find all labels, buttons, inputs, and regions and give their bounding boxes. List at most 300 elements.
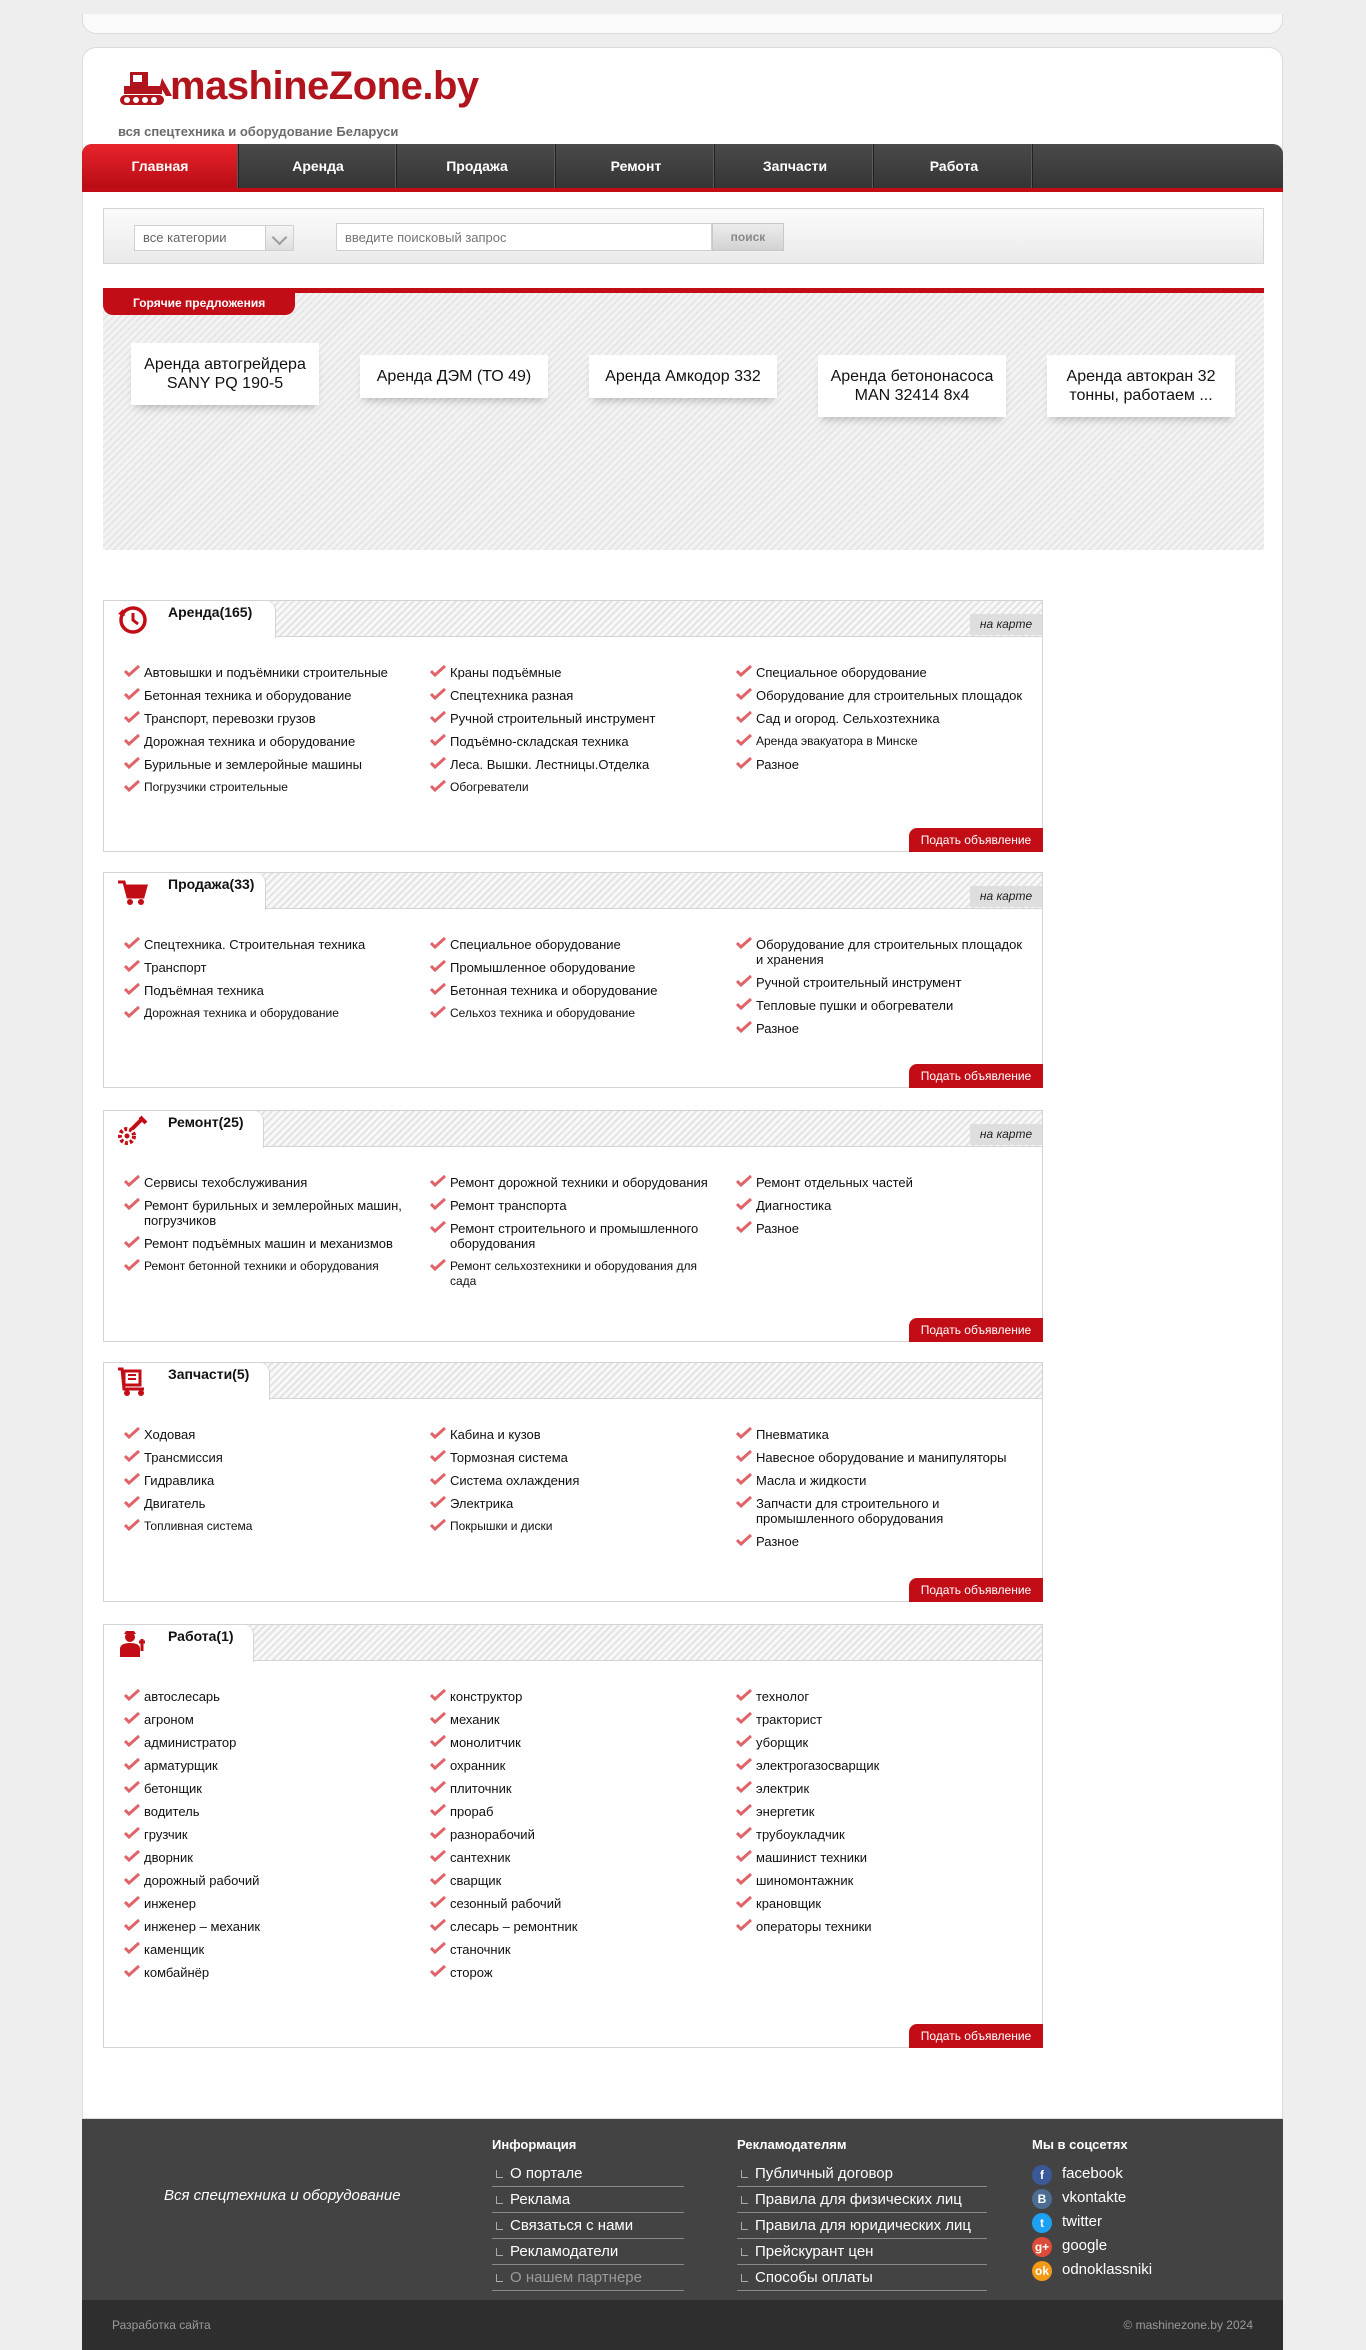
section-column <box>430 1175 720 1297</box>
category-link[interactable] <box>736 1221 1026 1236</box>
chevron-down-icon[interactable] <box>265 226 293 250</box>
footer-link-ads[interactable]: Реклама <box>492 2188 684 2213</box>
section-title: Аренда(165) <box>168 604 253 620</box>
category-link-label: Леса. Вышки. Лестницы.Отделка <box>450 757 650 772</box>
category-link[interactable] <box>124 1496 414 1511</box>
category-link-label: Ремонт бетонной техники и оборудования <box>144 1259 379 1273</box>
category-link-label: Покрышки и диски <box>450 1519 553 1533</box>
category-link[interactable] <box>124 1850 414 1865</box>
category-link-label: инженер <box>144 1896 197 1911</box>
search-bar <box>103 208 1264 264</box>
footer-link-rules-individuals[interactable]: Правила для физических лиц <box>737 2188 987 2213</box>
category-link-label: Краны подъёмные <box>450 665 562 680</box>
category-link-label: Система охлаждения <box>450 1473 580 1488</box>
category-link[interactable] <box>736 1427 1026 1442</box>
category-link[interactable] <box>736 1850 1026 1865</box>
check-icon <box>124 1758 140 1770</box>
section-title: Продажа(33) <box>168 876 255 892</box>
footer-link-rules-companies[interactable]: Правила для юридических лиц <box>737 2214 987 2239</box>
section-column <box>736 1689 1026 1942</box>
category-link[interactable] <box>124 1919 414 1934</box>
category-link[interactable] <box>736 757 1026 772</box>
category-link-label: Промышленное оборудование <box>450 960 636 975</box>
check-icon <box>736 1804 752 1816</box>
check-icon <box>430 1450 446 1462</box>
category-link-label: Ремонт строительного и промышленного оборудования <box>450 1221 699 1251</box>
check-icon <box>736 688 752 700</box>
bulldozer-logo-icon <box>118 66 172 108</box>
category-link[interactable] <box>124 937 414 952</box>
category-link[interactable] <box>430 1873 720 1888</box>
check-icon <box>124 1427 140 1439</box>
category-link[interactable] <box>736 1450 1026 1465</box>
nav-item-rent[interactable]: Аренда <box>240 144 397 188</box>
category-link-label: сантехник <box>450 1850 511 1865</box>
category-link-label: сварщик <box>450 1873 502 1888</box>
category-link[interactable] <box>430 1850 720 1865</box>
map-link[interactable]: на карте <box>970 886 1042 907</box>
category-link-label: Ремонт сельхозтехники и оборудования для сада <box>450 1259 698 1288</box>
nav-item-parts[interactable]: Запчасти <box>717 144 874 188</box>
category-link-label: Бетонная техника и оборудование <box>450 983 658 998</box>
category-link[interactable] <box>124 1259 414 1274</box>
category-link[interactable] <box>124 711 414 726</box>
check-icon <box>124 1006 140 1018</box>
category-link-label: Масла и жидкости <box>756 1473 867 1488</box>
check-icon <box>736 1175 752 1187</box>
check-icon <box>124 1236 140 1248</box>
category-link-label: электрик <box>756 1781 810 1796</box>
footer-link-price-list[interactable]: Прейскурант цен <box>737 2240 987 2265</box>
search-input[interactable] <box>336 223 712 251</box>
category-link[interactable] <box>430 1942 720 1957</box>
category-link[interactable] <box>124 757 414 772</box>
category-link[interactable] <box>124 1175 414 1190</box>
check-icon <box>736 665 752 677</box>
parts-cart-icon <box>116 1367 148 1397</box>
category-link[interactable] <box>430 1781 720 1796</box>
check-icon <box>430 960 446 972</box>
category-link[interactable] <box>736 1896 1026 1911</box>
category-link-label: Сельхоз техника и оборудование <box>450 1006 636 1020</box>
category-link[interactable] <box>430 1712 720 1727</box>
category-link[interactable] <box>736 1758 1026 1773</box>
category-link[interactable] <box>736 665 1026 680</box>
category-link[interactable] <box>124 1827 414 1842</box>
category-link-label: агроном <box>144 1712 194 1727</box>
category-link[interactable] <box>124 1804 414 1819</box>
category-link-label: арматурщик <box>144 1758 218 1773</box>
social-link-label: vkontakte <box>1062 2189 1127 2206</box>
category-link[interactable] <box>736 1873 1026 1888</box>
check-icon <box>430 734 446 746</box>
category-link-label: шиномонтажник <box>756 1873 854 1888</box>
category-link-label: станочник <box>450 1942 511 1957</box>
category-link[interactable] <box>430 1006 720 1021</box>
check-icon <box>124 1450 140 1462</box>
nav-item-jobs[interactable]: Работа <box>876 144 1033 188</box>
section-tab[interactable] <box>104 601 276 638</box>
check-icon <box>430 1519 446 1531</box>
section-tab[interactable] <box>104 1111 264 1148</box>
category-link[interactable] <box>430 1827 720 1842</box>
check-icon <box>124 688 140 700</box>
category-section <box>103 1624 1043 2048</box>
category-link[interactable] <box>124 1712 414 1727</box>
category-link[interactable] <box>124 1519 414 1534</box>
section-header <box>104 601 1042 637</box>
hot-offers-title: Горячие предложения <box>103 293 295 315</box>
footer-link-contact[interactable]: Связаться с нами <box>492 2214 684 2239</box>
category-link[interactable] <box>736 711 1026 726</box>
nav-item-home[interactable]: Главная <box>82 144 239 188</box>
check-icon <box>124 1519 140 1531</box>
section-tab[interactable] <box>104 873 266 910</box>
social-link-vkontakte[interactable] <box>1032 2186 1152 2210</box>
category-link-label: Топливная система <box>144 1519 253 1533</box>
social-link-label: odnoklassniki <box>1062 2261 1153 2278</box>
category-link[interactable] <box>430 711 720 726</box>
check-icon <box>124 1827 140 1839</box>
section-tab[interactable] <box>104 1363 270 1400</box>
category-link[interactable] <box>736 1712 1026 1727</box>
footer-link-partner[interactable]: О нашем партнере <box>492 2266 684 2291</box>
social-link-twitter[interactable] <box>1032 2210 1152 2234</box>
check-icon <box>124 1896 140 1908</box>
category-link-label: конструктор <box>450 1689 523 1704</box>
category-link-label: Оборудование для строительных площадок <box>756 688 1023 703</box>
check-icon <box>736 711 752 723</box>
check-icon <box>124 937 140 949</box>
check-icon <box>124 1873 140 1885</box>
category-link[interactable] <box>124 1198 414 1228</box>
category-link[interactable] <box>430 960 720 975</box>
category-link[interactable] <box>124 1236 414 1251</box>
map-link[interactable]: на карте <box>970 1124 1042 1145</box>
section-column <box>124 1689 414 1988</box>
check-icon <box>430 1850 446 1862</box>
category-link-label: Кабина и кузов <box>450 1427 541 1442</box>
category-link[interactable] <box>736 734 1026 749</box>
category-link-label: комбайнёр <box>144 1965 210 1980</box>
section-column <box>736 1175 1026 1244</box>
check-icon <box>736 998 752 1010</box>
category-link[interactable] <box>124 1006 414 1021</box>
category-link[interactable] <box>430 1198 720 1213</box>
category-link[interactable] <box>430 1519 720 1534</box>
category-link[interactable] <box>736 1496 1026 1526</box>
check-icon <box>124 711 140 723</box>
category-link[interactable] <box>430 734 720 749</box>
nav-item-repair[interactable]: Ремонт <box>558 144 715 188</box>
section-column <box>124 937 414 1029</box>
check-icon <box>430 1473 446 1485</box>
category-link-label: Транспорт, перевозки грузов <box>144 711 316 726</box>
category-link-label: машинист техники <box>756 1850 868 1865</box>
social-link-label: google <box>1062 2237 1108 2254</box>
odnoklassniki-icon: ok <box>1032 2261 1052 2281</box>
category-link-label: грузчик <box>144 1827 188 1842</box>
category-link-label: Ремонт транспорта <box>450 1198 567 1213</box>
footer-ads-column <box>737 2137 987 2292</box>
check-icon <box>430 1006 446 1018</box>
category-link-label: охранник <box>450 1758 506 1773</box>
category-link-label: Навесное оборудование и манипуляторы <box>756 1450 1007 1465</box>
footer <box>82 2119 1283 2300</box>
check-icon <box>124 1965 140 1977</box>
category-link[interactable] <box>430 1175 720 1190</box>
category-link[interactable] <box>430 1473 720 1488</box>
category-link-label: тракторист <box>756 1712 823 1727</box>
category-link-label: Двигатель <box>144 1496 206 1511</box>
section-title: Ремонт(25) <box>168 1114 244 1130</box>
category-link[interactable] <box>736 975 1026 990</box>
developer-link[interactable]: Разработка сайта <box>112 2318 211 2332</box>
category-link-label: энергетик <box>756 1804 815 1819</box>
section-column <box>430 937 720 1029</box>
footer-info-column <box>492 2137 684 2292</box>
check-icon <box>736 1689 752 1701</box>
category-link-label: сезонный рабочий <box>450 1896 562 1911</box>
category-link-label: Тепловые пушки и обогреватели <box>756 998 954 1013</box>
category-link[interactable] <box>430 1896 720 1911</box>
category-link-label: Спецтехника. Строительная техника <box>144 937 366 952</box>
category-link[interactable] <box>736 1689 1026 1704</box>
category-select[interactable] <box>134 225 294 251</box>
post-ad-button[interactable]: Подать объявление <box>909 1318 1043 1342</box>
category-link[interactable] <box>736 937 1026 967</box>
check-icon <box>430 1873 446 1885</box>
section-header <box>104 1111 1042 1147</box>
category-link[interactable] <box>124 688 414 703</box>
category-link[interactable] <box>124 1450 414 1465</box>
category-link[interactable] <box>736 1804 1026 1819</box>
footer-tagline: Вся спецтехника и оборудование <box>164 2187 401 2204</box>
social-link-label: facebook <box>1062 2165 1123 2182</box>
category-link-label: электрогазосварщик <box>756 1758 880 1773</box>
check-icon <box>736 975 752 987</box>
check-icon <box>430 1496 446 1508</box>
category-link[interactable] <box>124 1781 414 1796</box>
category-link[interactable] <box>430 1259 720 1289</box>
category-link[interactable] <box>736 1198 1026 1213</box>
category-link[interactable] <box>430 1758 720 1773</box>
category-link[interactable] <box>430 1689 720 1704</box>
category-link[interactable] <box>430 688 720 703</box>
search-button[interactable]: поиск <box>712 223 784 251</box>
check-icon <box>736 937 752 949</box>
category-link-label: прораб <box>450 1804 494 1819</box>
category-link[interactable] <box>736 1021 1026 1036</box>
category-link[interactable] <box>430 1919 720 1934</box>
category-link-label: Дорожная техника и оборудование <box>144 734 356 749</box>
category-link[interactable] <box>430 1427 720 1442</box>
category-link[interactable] <box>736 1473 1026 1488</box>
post-ad-button[interactable]: Подать объявление <box>909 828 1043 852</box>
footer-link-about[interactable]: О портале <box>492 2162 684 2187</box>
check-icon <box>736 1534 752 1546</box>
category-link[interactable] <box>124 960 414 975</box>
check-icon <box>430 1427 446 1439</box>
category-link[interactable] <box>736 1919 1026 1934</box>
category-link-label: Сад и огород. Сельхозтехника <box>756 711 940 726</box>
category-link[interactable] <box>736 998 1026 1013</box>
category-link[interactable] <box>430 1221 720 1251</box>
section-header <box>104 873 1042 909</box>
check-icon <box>124 780 140 792</box>
category-link-label: разнорабочий <box>450 1827 535 1842</box>
category-link-label: Бурильные и землеройные машины <box>144 757 362 772</box>
site-logo[interactable] <box>118 62 538 139</box>
social-link-google[interactable] <box>1032 2234 1152 2258</box>
category-link-label: Разное <box>756 757 799 772</box>
category-link[interactable] <box>124 1758 414 1773</box>
check-icon <box>124 1496 140 1508</box>
check-icon <box>736 1827 752 1839</box>
section-column <box>124 665 414 803</box>
post-ad-button[interactable]: Подать объявление <box>909 1064 1043 1088</box>
category-link[interactable] <box>124 665 414 680</box>
category-link[interactable] <box>736 1175 1026 1190</box>
category-link-label: Подъёмная техника <box>144 983 264 998</box>
section-title: Работа(1) <box>168 1628 234 1644</box>
category-link-label: бетонщик <box>144 1781 202 1796</box>
check-icon <box>124 1712 140 1724</box>
check-icon <box>736 1781 752 1793</box>
footer-info-title: Информация <box>492 2137 577 2152</box>
category-link-label: Подъёмно-складская техника <box>450 734 629 749</box>
category-link[interactable] <box>124 780 414 795</box>
category-link-label: Дорожная техника и оборудование <box>144 1006 339 1020</box>
nav-item-sale[interactable]: Продажа <box>399 144 556 188</box>
footer-link-public-contract[interactable]: Публичный договор <box>737 2162 987 2187</box>
category-link-label: Электрика <box>450 1496 514 1511</box>
section-column <box>736 665 1026 780</box>
check-icon <box>736 1198 752 1210</box>
category-link[interactable] <box>736 1827 1026 1842</box>
category-link-label: администратор <box>144 1735 237 1750</box>
wrench-gear-icon <box>116 1115 148 1145</box>
clock-icon <box>116 605 148 635</box>
check-icon <box>124 960 140 972</box>
check-icon <box>430 937 446 949</box>
social-list <box>1032 2162 1152 2282</box>
category-link[interactable] <box>430 937 720 952</box>
category-link[interactable] <box>430 983 720 998</box>
hot-offer-card[interactable]: Аренда автогрейдера SANY PQ 190-5 <box>131 343 319 405</box>
check-icon <box>736 1873 752 1885</box>
check-icon <box>124 1259 140 1271</box>
hot-offer-card[interactable]: Аренда Амкодор 332 <box>589 355 777 398</box>
category-link[interactable] <box>124 1689 414 1704</box>
check-icon <box>124 1781 140 1793</box>
category-link[interactable] <box>736 1781 1026 1796</box>
category-section <box>103 1362 1043 1602</box>
check-icon <box>430 1896 446 1908</box>
section-header <box>104 1625 1042 1661</box>
category-link-label: уборщик <box>756 1735 809 1750</box>
category-link[interactable] <box>736 1534 1026 1549</box>
footer-link-advertisers[interactable]: Рекламодатели <box>492 2240 684 2265</box>
category-link[interactable] <box>124 1896 414 1911</box>
category-link[interactable] <box>124 1965 414 1980</box>
check-icon <box>124 983 140 995</box>
hot-offer-card[interactable]: Аренда автокран 32 тонны, работаем ... <box>1047 355 1235 417</box>
category-link[interactable] <box>736 688 1026 703</box>
category-link-label: Разное <box>756 1221 799 1236</box>
category-link-label: Пневматика <box>756 1427 829 1442</box>
check-icon <box>124 757 140 769</box>
category-link[interactable] <box>124 1942 414 1957</box>
google-icon: g+ <box>1032 2237 1052 2257</box>
category-link-label: трубоукладчик <box>756 1827 845 1842</box>
check-icon <box>736 1850 752 1862</box>
section-tab[interactable] <box>104 1625 254 1662</box>
hot-offer-card[interactable]: Аренда ДЭМ (ТО 49) <box>360 355 548 398</box>
category-section <box>103 872 1043 1088</box>
check-icon <box>430 711 446 723</box>
category-link-label: дорожный рабочий <box>144 1873 260 1888</box>
check-icon <box>124 665 140 677</box>
category-link[interactable] <box>124 1427 414 1442</box>
category-link[interactable] <box>430 665 720 680</box>
social-link-facebook[interactable] <box>1032 2162 1152 2186</box>
post-ad-button[interactable]: Подать объявление <box>909 1578 1043 1602</box>
hot-offer-card[interactable]: Аренда бетононасоса MAN 32414 8x4 <box>818 355 1006 417</box>
social-link-odnoklassniki[interactable] <box>1032 2258 1152 2282</box>
post-ad-button[interactable]: Подать объявление <box>909 2024 1043 2048</box>
category-link[interactable] <box>430 780 720 795</box>
check-icon <box>736 1450 752 1462</box>
footer-link-payment[interactable]: Способы оплаты <box>737 2266 987 2291</box>
check-icon <box>430 757 446 769</box>
category-link-label: Ремонт отдельных частей <box>756 1175 913 1190</box>
category-link-label: водитель <box>144 1804 200 1819</box>
category-link[interactable] <box>430 1450 720 1465</box>
social-link-label: twitter <box>1062 2213 1103 2230</box>
category-link-label: Ручной строительный инструмент <box>450 711 656 726</box>
category-link[interactable] <box>124 1873 414 1888</box>
map-link[interactable]: на карте <box>970 614 1042 635</box>
category-link[interactable] <box>736 1735 1026 1750</box>
hot-offers <box>103 288 1264 550</box>
category-link[interactable] <box>430 757 720 772</box>
category-link-label: Разное <box>756 1534 799 1549</box>
category-link[interactable] <box>430 1965 720 1980</box>
category-link-label: дворник <box>144 1850 193 1865</box>
section-column <box>124 1175 414 1282</box>
check-icon <box>430 1221 446 1233</box>
check-icon <box>736 1919 752 1931</box>
site-tagline: вся спецтехника и оборудование Беларуси <box>118 124 399 139</box>
category-link-label: Транспорт <box>144 960 207 975</box>
category-link-label: каменщик <box>144 1942 205 1957</box>
section-column <box>736 937 1026 1044</box>
category-link-label: Аренда эвакуатора в Минске <box>756 734 918 748</box>
category-link[interactable] <box>124 1473 414 1488</box>
category-link[interactable] <box>430 1496 720 1511</box>
category-link[interactable] <box>124 1735 414 1750</box>
category-link[interactable] <box>430 1735 720 1750</box>
category-link-label: Гидравлика <box>144 1473 215 1488</box>
check-icon <box>430 1712 446 1724</box>
category-link[interactable] <box>430 1804 720 1819</box>
category-link[interactable] <box>124 734 414 749</box>
check-icon <box>124 1804 140 1816</box>
check-icon <box>430 1942 446 1954</box>
check-icon <box>736 1221 752 1233</box>
category-link[interactable] <box>124 983 414 998</box>
